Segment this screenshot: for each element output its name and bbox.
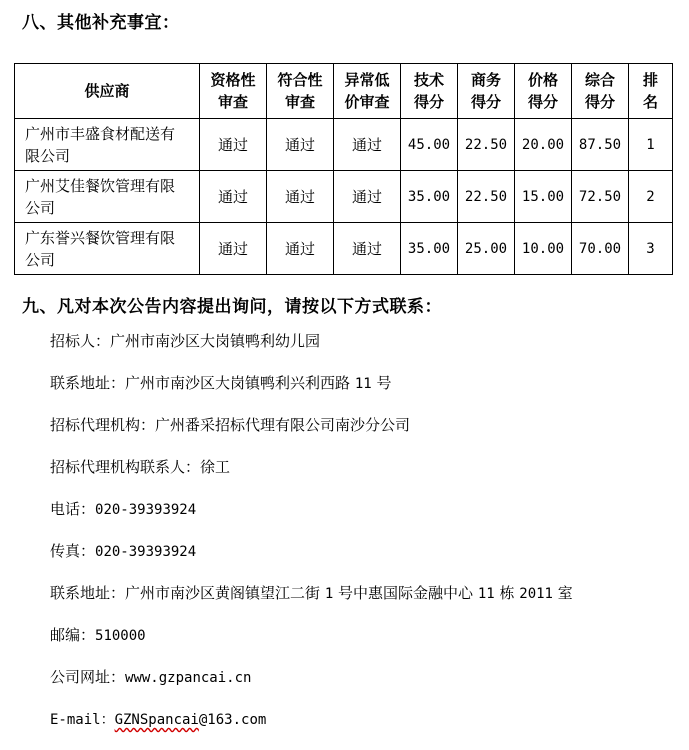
low-price-result: 通过 xyxy=(334,223,401,275)
business-score: 25.00 xyxy=(458,223,515,275)
address-value: 广州市南沙区大岗镇鸭利兴利西路 xyxy=(125,374,351,392)
low-price-result: 通过 xyxy=(334,119,401,171)
postcode-value: 510000 xyxy=(95,628,146,644)
agency-contact-value: 徐工 xyxy=(200,458,231,476)
agency-line xyxy=(50,414,573,456)
tenderer-value: 广州市南沙区大岗镇鸭利幼儿园 xyxy=(110,332,321,350)
tenderer-line xyxy=(50,330,573,372)
supplier-name: 广东誉兴餐饮管理有限 公司 xyxy=(15,223,200,275)
address-label: 联系地址： xyxy=(50,374,126,392)
email-line xyxy=(50,708,573,750)
section-8-heading: 八、其他补充事宜： xyxy=(22,13,180,33)
agency-address-part: 栋 xyxy=(499,584,515,602)
total-score: 87.50 xyxy=(572,119,629,171)
total-score: 70.00 xyxy=(572,223,629,275)
agency-contact-label: 招标代理机构联系人： xyxy=(50,458,201,476)
header-qualification: 资格性 审查 xyxy=(200,64,267,119)
email-domain: @163.com xyxy=(198,712,267,728)
rank: 2 xyxy=(629,171,673,223)
conformity-result: 通过 xyxy=(267,171,334,223)
email-user: GZNSpancai xyxy=(114,712,199,728)
header-rank: 排 名 xyxy=(629,64,673,119)
agency-address-line xyxy=(50,582,573,624)
contact-info xyxy=(50,330,573,750)
header-business-score: 商务 得分 xyxy=(458,64,515,119)
agency-address-part: 号中惠国际金融中心 xyxy=(338,584,474,602)
table-row xyxy=(15,171,673,223)
agency-contact-line xyxy=(50,456,573,498)
agency-address-number: 2011 xyxy=(519,586,553,602)
agency-address-part: 广州市南沙区黄阁镇望江二街 xyxy=(125,584,321,602)
total-score: 72.50 xyxy=(572,171,629,223)
price-score: 10.00 xyxy=(515,223,572,275)
header-abnormal-low-price: 异常低 价审查 xyxy=(334,64,401,119)
header-price-score: 价格 得分 xyxy=(515,64,572,119)
rank: 1 xyxy=(629,119,673,171)
phone-line xyxy=(50,498,573,540)
website-label: 公司网址： xyxy=(50,668,126,686)
table-header-row xyxy=(15,64,673,119)
qualification-result: 通过 xyxy=(200,119,267,171)
address-suffix: 号 xyxy=(376,374,392,392)
section-9-heading: 九、凡对本次公告内容提出询问，请按以下方式联系： xyxy=(22,297,442,317)
technical-score: 45.00 xyxy=(401,119,458,171)
price-score: 15.00 xyxy=(515,171,572,223)
phone-value: 020-39393924 xyxy=(95,502,197,518)
header-supplier: 供应商 xyxy=(15,64,200,119)
technical-score: 35.00 xyxy=(401,223,458,275)
business-score: 22.50 xyxy=(458,119,515,171)
address-line xyxy=(50,372,573,414)
supplier-name: 广州市丰盛食材配送有 限公司 xyxy=(15,119,200,171)
header-total-score: 综合 得分 xyxy=(572,64,629,119)
conformity-result: 通过 xyxy=(267,223,334,275)
evaluation-results-table xyxy=(14,63,673,275)
fax-line xyxy=(50,540,573,582)
fax-label: 传真： xyxy=(50,542,96,560)
agency-label: 招标代理机构： xyxy=(50,416,156,434)
technical-score: 35.00 xyxy=(401,171,458,223)
business-score: 22.50 xyxy=(458,171,515,223)
website-line xyxy=(50,666,573,708)
phone-label: 电话： xyxy=(50,500,96,518)
qualification-result: 通过 xyxy=(200,171,267,223)
agency-address-number: 11 xyxy=(477,586,495,602)
conformity-result: 通过 xyxy=(267,119,334,171)
email-label: E-mail： xyxy=(50,712,115,728)
postcode-line xyxy=(50,624,573,666)
header-conformity: 符合性 审查 xyxy=(267,64,334,119)
email-link[interactable] xyxy=(115,712,267,728)
low-price-result: 通过 xyxy=(334,171,401,223)
agency-address-number: 1 xyxy=(324,586,334,602)
tenderer-label: 招标人： xyxy=(50,332,111,350)
rank: 3 xyxy=(629,223,673,275)
table-row xyxy=(15,223,673,275)
website-link[interactable]: www.gzpancai.cn xyxy=(125,670,252,686)
fax-value: 020-39393924 xyxy=(95,544,197,560)
header-technical-score: 技术 得分 xyxy=(401,64,458,119)
agency-address-part: 室 xyxy=(557,584,573,602)
supplier-name: 广州艾佳餐饮管理有限 公司 xyxy=(15,171,200,223)
qualification-result: 通过 xyxy=(200,223,267,275)
price-score: 20.00 xyxy=(515,119,572,171)
postcode-label: 邮编： xyxy=(50,626,96,644)
agency-address-label: 联系地址： xyxy=(50,584,126,602)
agency-value: 广州番采招标代理有限公司南沙分公司 xyxy=(155,416,411,434)
address-number: 11 xyxy=(354,376,372,392)
table-row xyxy=(15,119,673,171)
